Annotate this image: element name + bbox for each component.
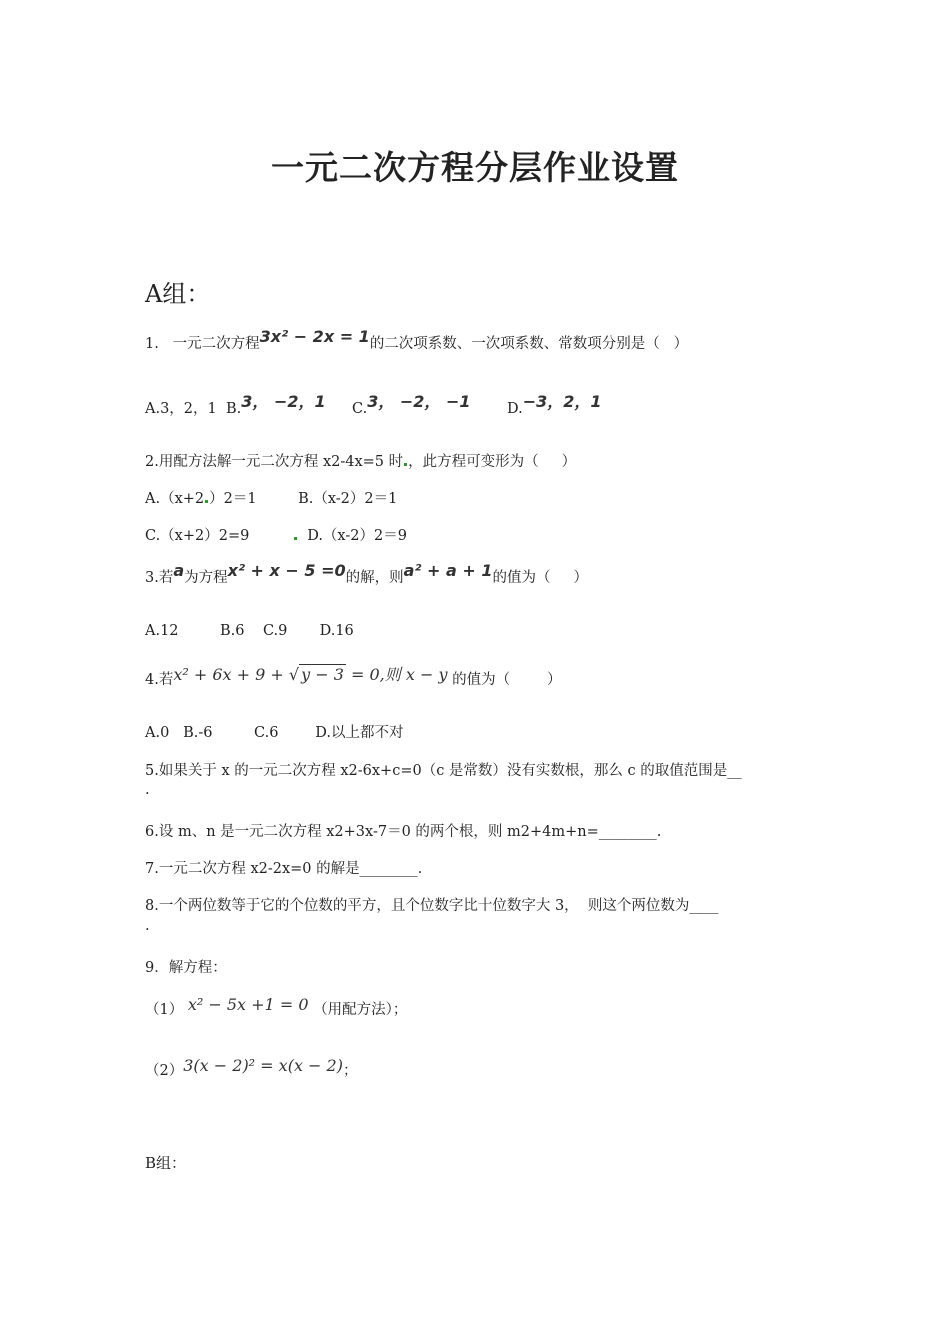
q3-equation: x² + x − 5 =0 — [227, 561, 346, 580]
q1-suffix: 的二次项系数、一次项系数、常数项分别是（ ） — [369, 336, 689, 352]
question-3-options: A.12 B.6 C.9 D.16 — [145, 623, 354, 639]
q4-equation-b: = 0,则 x − y — [345, 665, 448, 684]
q9-sub1-label: （1） — [145, 1002, 184, 1018]
q9-sub2-equation: 3(x − 2)² = x(x − 2) — [183, 1056, 343, 1075]
q2-option-d-text: D.（x-2）2＝9 — [307, 528, 407, 544]
question-6: 6.设 m、n 是一元二次方程 x2+3x-7＝0 的两个根，则 m2+4m+n=________. — [145, 824, 662, 840]
question-5-end: . — [145, 782, 150, 798]
q1-prefix: 1. 一元二次方程 — [145, 336, 260, 352]
q4-sqrt-radicand: y − 3 — [301, 665, 344, 684]
q2-option-ab-rest: ）2＝1 B.（x-2）2＝1 — [209, 491, 398, 507]
green-dot-mark — [404, 463, 407, 466]
question-2-option-d — [293, 524, 407, 545]
question-2-option-c: C.（x+2）2=9 — [145, 528, 250, 544]
q3-prefix: 3.若 — [145, 570, 174, 586]
q9-sub1-equation: x² − 5x +1 = 0 — [187, 995, 309, 1014]
question-8-end: . — [145, 918, 150, 934]
q4-sqrt-symbol: √ — [288, 665, 300, 684]
q4-equation-a: x² + 6x + 9 + — [173, 665, 289, 684]
q1-option-c-label: C. — [352, 401, 368, 417]
question-1 — [145, 327, 689, 353]
q1-option-c-math: 3， −2， −1 — [367, 392, 471, 411]
question-1-options — [145, 392, 326, 418]
green-dot-mark — [205, 500, 208, 503]
q4-prefix: 4.若 — [145, 672, 174, 688]
page-title: 一元二次方程分层作业设置 — [271, 148, 679, 187]
q9-sub1-suffix: （用配方法）； — [313, 1002, 408, 1018]
group-b-heading: B组： — [145, 1154, 187, 1172]
q3-expression: a² + a + 1 — [403, 561, 493, 580]
q1-option-a: A.3，2，1 B. — [145, 401, 242, 417]
q3-mid2: 的解，则 — [345, 570, 404, 586]
q1-option-b-math: 3， −2，1 — [241, 392, 326, 411]
q2-stem-a: 2.用配方法解一元二次方程 x2-4x=5 时 — [145, 454, 404, 470]
question-3 — [145, 561, 588, 587]
question-5: 5.如果关于 x 的一元二次方程 x2-6x+c=0（c 是常数）没有实数根，那么 c 的取值范围是__ — [145, 763, 742, 779]
question-9: 9．解方程： — [145, 960, 227, 976]
green-dot-mark — [294, 537, 297, 540]
question-9-part-2 — [145, 1056, 358, 1080]
question-4 — [145, 666, 561, 689]
group-a-heading: A组： — [145, 280, 211, 308]
q2-stem-b: ，此方程可变形为（ ） — [408, 454, 577, 470]
q9-sub2-suffix: ； — [342, 1063, 358, 1079]
q1-option-d — [507, 392, 602, 418]
q3-var: a — [173, 561, 185, 580]
q3-suffix: 的值为（ ） — [492, 570, 588, 586]
q3-mid: 为方程 — [184, 570, 228, 586]
q1-option-d-math: −3，2，1 — [522, 392, 602, 411]
question-7: 7.一元二次方程 x2-2x=0 的解是________. — [145, 861, 423, 877]
q4-suffix: 的值为（ ） — [447, 672, 562, 688]
q9-sub2-label: （2） — [145, 1063, 184, 1079]
question-8: 8.一个两位数等于它的个位数的平方，且个位数字比十位数字大 3， 则这个两位数为____ — [145, 898, 719, 914]
q2-option-a-part: A.（x+2 — [145, 491, 205, 507]
question-2-options-ab — [145, 487, 397, 508]
q1-option-d-label: D. — [507, 401, 523, 417]
question-2 — [145, 450, 576, 471]
q1-option-c — [352, 392, 471, 418]
q1-equation: 3x² − 2x = 1 — [259, 327, 370, 346]
question-4-options: A.0 B.-6 C.6 D.以上都不对 — [145, 725, 404, 741]
question-9-part-1 — [145, 995, 408, 1019]
